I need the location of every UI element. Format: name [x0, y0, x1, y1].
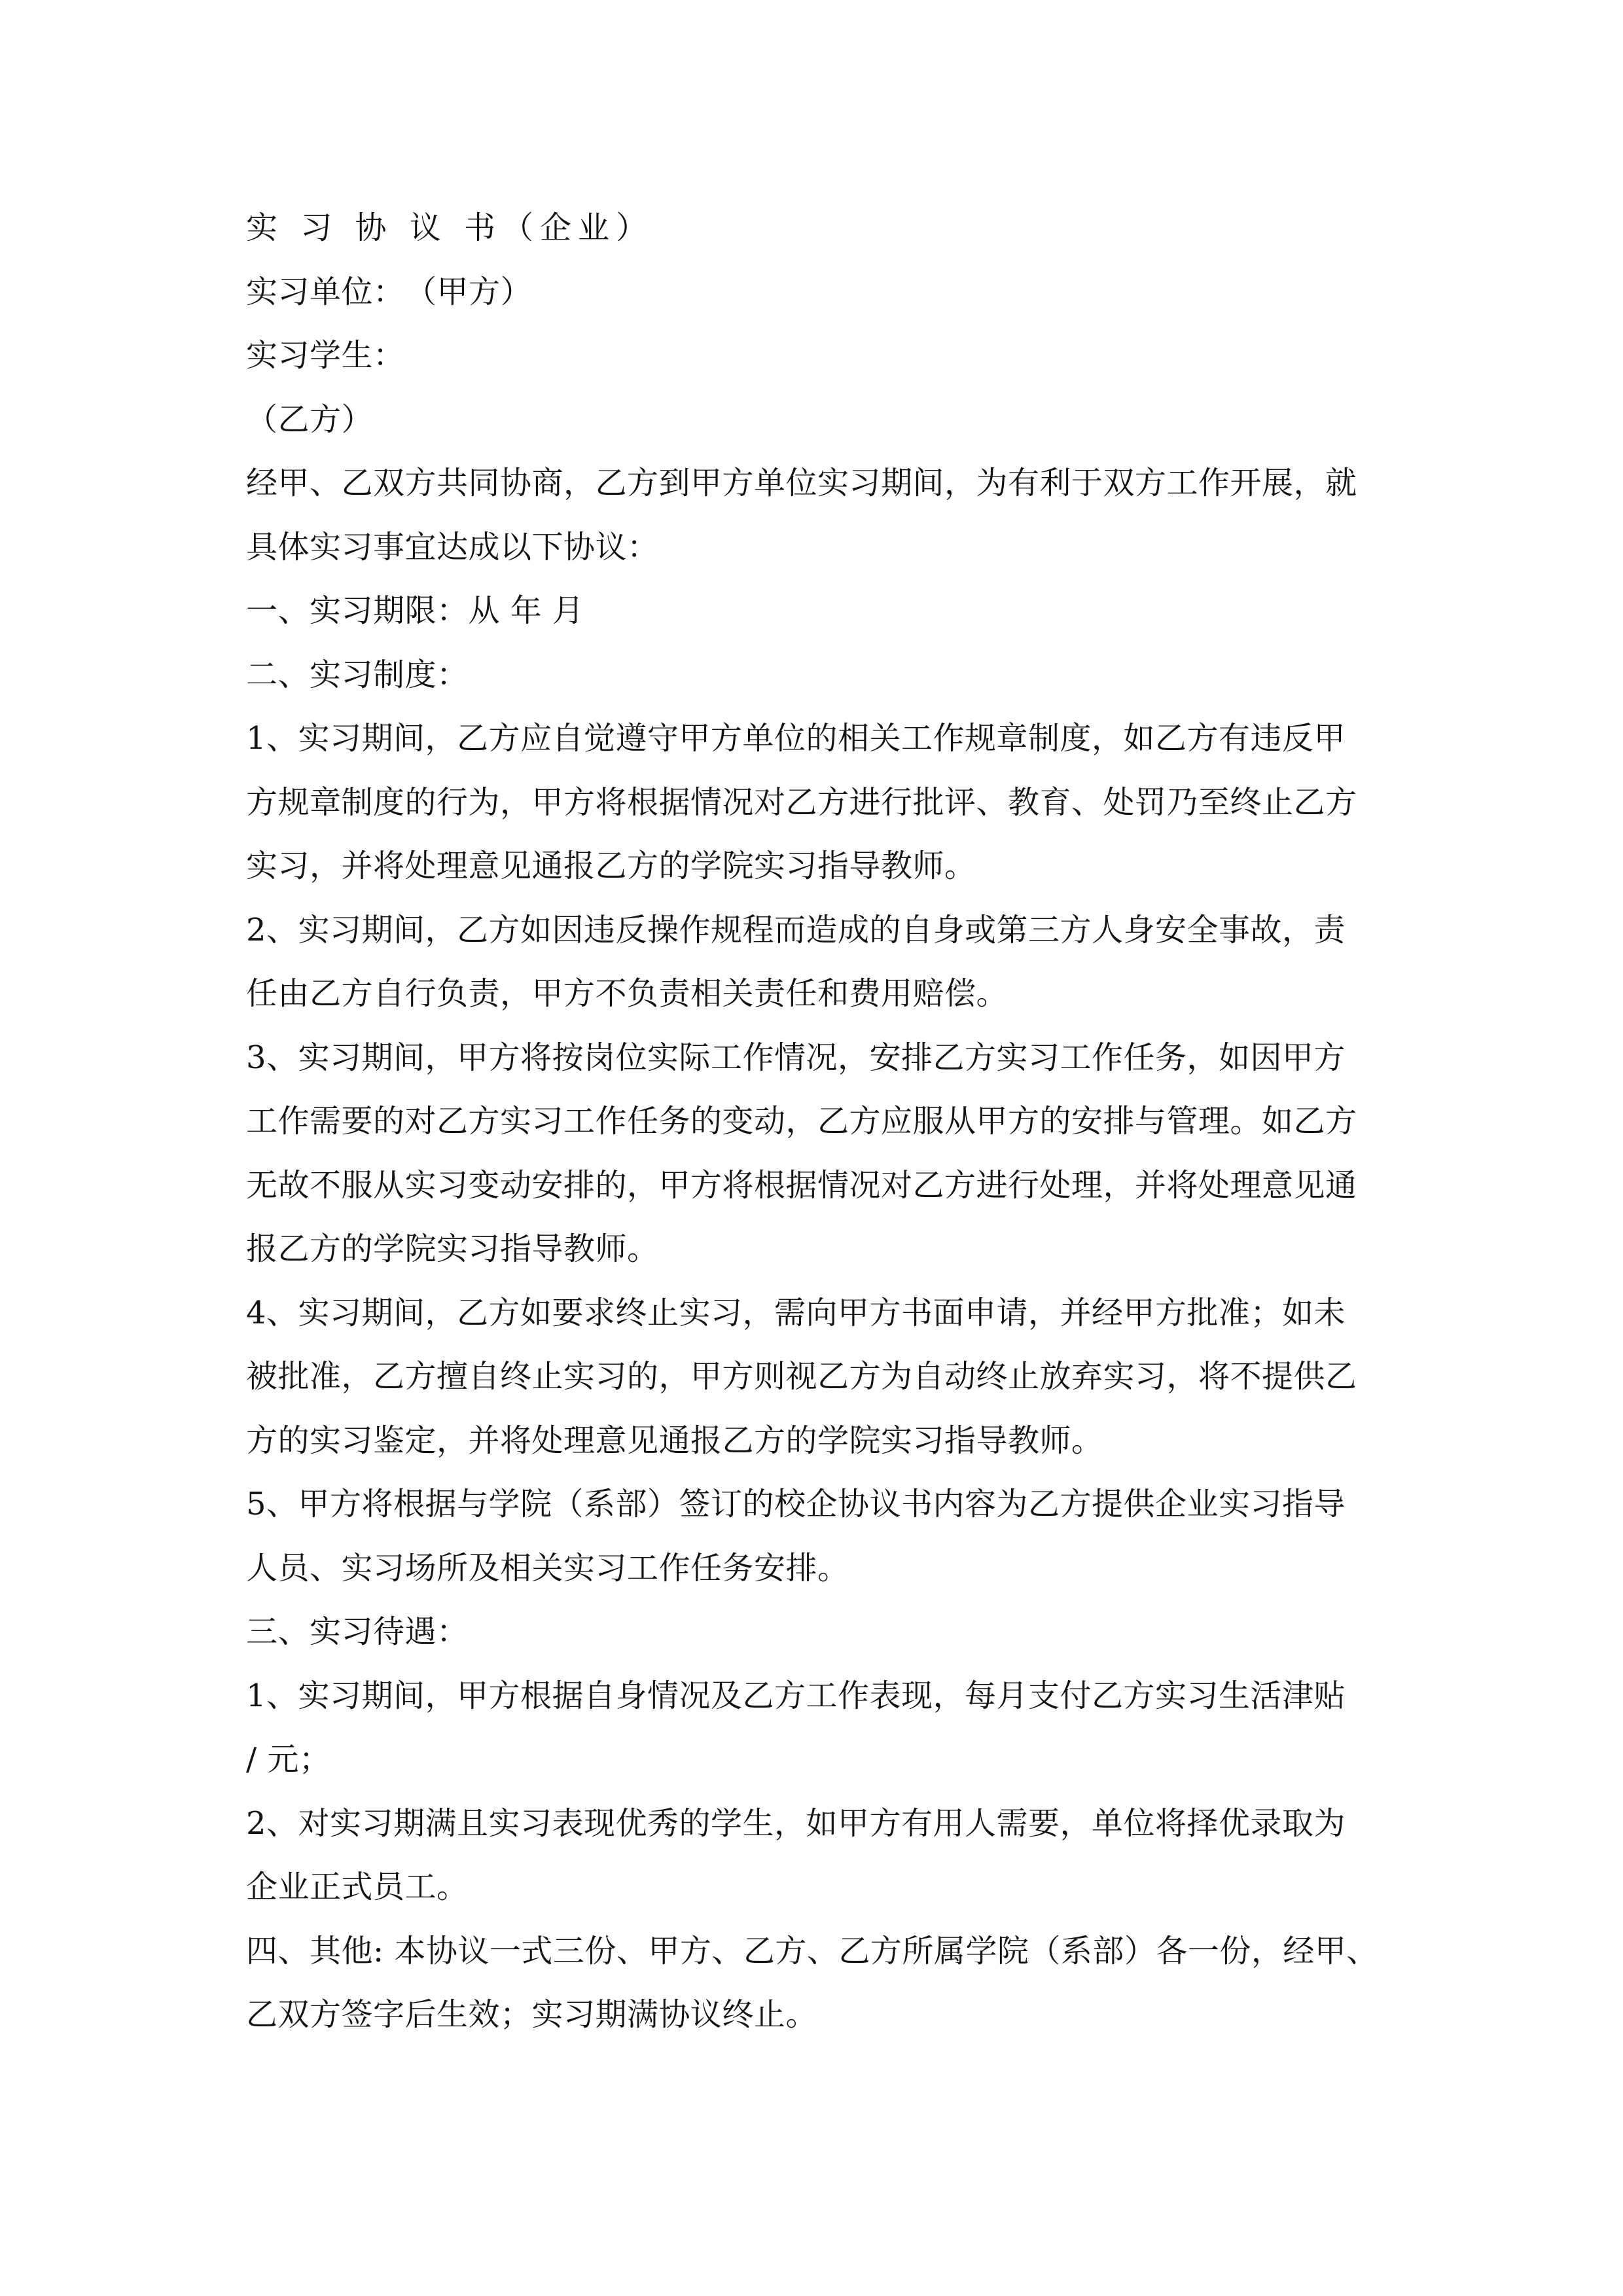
clause-3-2-line-2: 企业正式员工。: [246, 1869, 469, 1905]
clause-2-5-line-2: 人员、实习场所及相关实习工作任务安排。: [246, 1549, 849, 1587]
section-4-line-2: 乙双方签字后生效；实习期满协议终止。: [246, 1996, 818, 2033]
section-2-heading: 二、实习制度：: [246, 656, 469, 693]
clause-2-4-line-3: 方的实习鉴定，并将处理意见通报乙方的学院实习指导教师。: [246, 1422, 1103, 1459]
clause-2-1-line-3: 实习，并将处理意见通报乙方的学院实习指导教师。: [246, 848, 976, 884]
clause-2-3-line-4: 报乙方的学院实习指导教师。: [246, 1230, 659, 1267]
section-1-term: 一、实习期限：从 年 月: [246, 592, 584, 629]
clause-2-1-line-2: 方规章制度的行为，甲方将根据情况对乙方进行批评、教育、处罚乃至终止乙方: [246, 783, 1357, 821]
preamble-line-2: 具体实习事宜达成以下协议：: [246, 528, 659, 565]
section-3-heading: 三、实习待遇：: [246, 1613, 469, 1650]
clause-2-2-line-2: 任由乙方自行负责，甲方不负责相关责任和费用赔偿。: [246, 975, 1008, 1012]
clause-3-1-line-1: 1、实习期间，甲方根据自身情况及乙方工作表现，每月支付乙方实习生活津贴: [246, 1677, 1346, 1714]
intern-student-line: 实习学生：: [246, 337, 405, 374]
clause-2-3-line-1: 3、实习期间，甲方将按岗位实际工作情况，安排乙方实习工作任务，如因甲方: [246, 1039, 1346, 1076]
document-body: [246, 196, 1385, 2047]
clause-2-4-line-2: 被批准，乙方擅自终止实习的，甲方则视乙方为自动终止放弃实习，将不提供乙: [246, 1358, 1357, 1395]
clause-3-1-line-2: / 元；: [246, 1741, 331, 1778]
clause-2-3-line-2: 工作需要的对乙方实习工作任务的变动，乙方应服从甲方的安排与管理。如乙方: [246, 1103, 1357, 1139]
clause-2-1-line-1: 1、实习期间，乙方应自觉遵守甲方单位的相关工作规章制度，如乙方有违反甲: [246, 720, 1346, 757]
document-title: 实 习 协 议 书（企业）: [246, 209, 654, 246]
clause-2-4-line-1: 4、实习期间，乙方如要求终止实习，需向甲方书面申请，并经甲方批准；如未: [246, 1294, 1346, 1331]
party-b-line: （乙方）: [246, 401, 374, 438]
preamble-line-1: 经甲、乙双方共同协商，乙方到甲方单位实习期间，为有利于双方工作开展，就: [246, 465, 1357, 501]
internship-unit-line: 实习单位： （甲方）: [246, 273, 533, 310]
section-4-line-1: 四、其他: 本协议一式三份、甲方、乙方、乙方所属学院（系部）各一份，经甲、: [246, 1932, 1378, 1969]
clause-2-2-line-1: 2、实习期间，乙方如因违反操作规程而造成的自身或第三方人身安全事故，责: [246, 911, 1346, 948]
clause-3-2-line-1: 2、对实习期满且实习表现优秀的学生，如甲方有用人需要，单位将择优录取为: [246, 1804, 1346, 1842]
clause-2-5-line-1: 5、甲方将根据与学院（系部）签订的校企协议书内容为乙方提供企业实习指导: [246, 1486, 1346, 1522]
clause-2-3-line-3: 无故不服从实习变动安排的，甲方将根据情况对乙方进行处理，并将处理意见通: [246, 1166, 1357, 1204]
